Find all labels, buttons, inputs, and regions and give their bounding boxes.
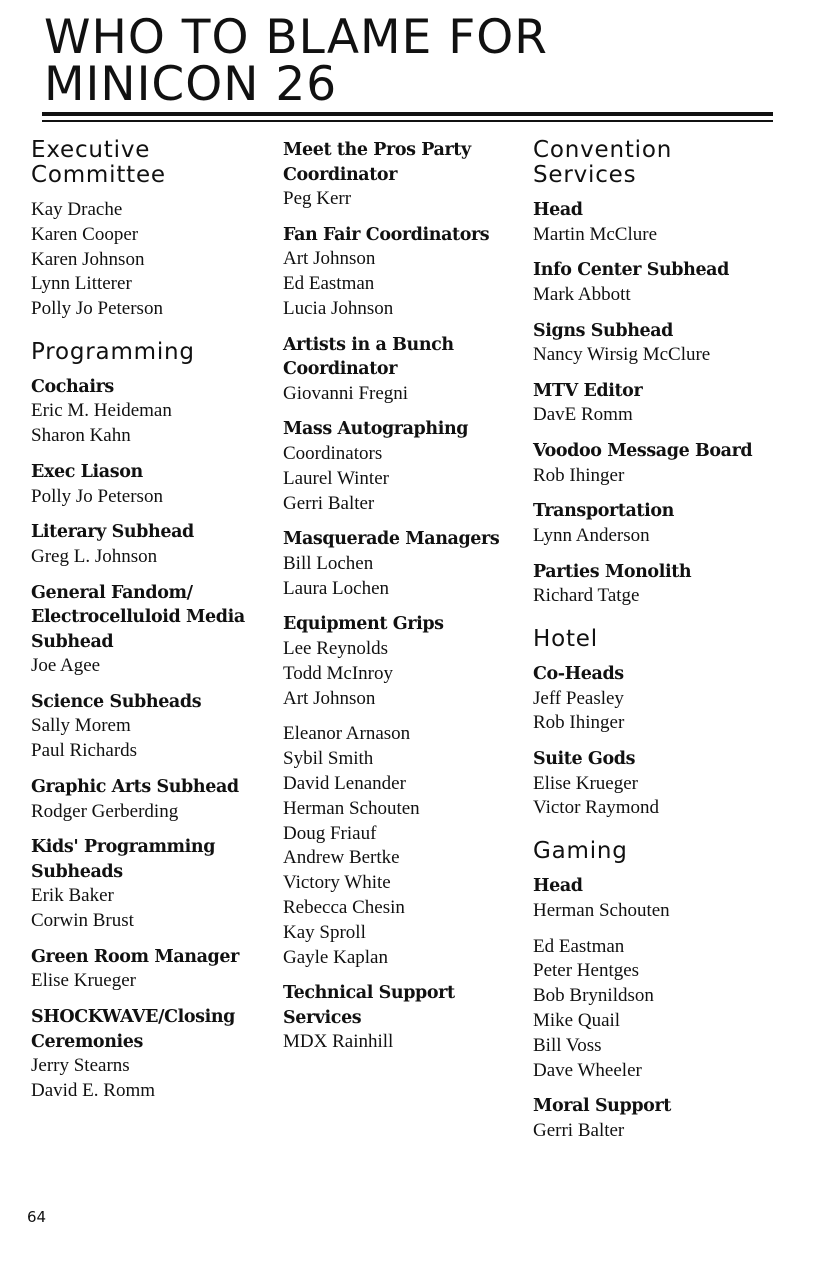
section-title [533,627,813,652]
role-title-line: Info Center Subhead [533,260,729,281]
role-title-line: Equipment Grips [283,614,444,635]
role-title-line: Green Room Manager [31,946,239,967]
section-title [31,138,276,188]
role-title [31,581,276,655]
person-name: Gayle Kaplan [283,946,388,968]
name-list [283,722,528,970]
role-entry [533,379,813,428]
person-name: Polly Jo Peterson [31,298,163,320]
role-title-line: Coordinator [283,359,398,380]
section-title [533,138,813,188]
page-title-line-1: WHO TO BLAME FOR [44,10,548,65]
role-title-line: Signs Subhead [533,320,674,341]
title-rule-thin [42,120,773,122]
role-entry [533,662,813,736]
person-name: Sharon Kahn [31,425,131,447]
role-title-line: Transportation [533,501,674,522]
person-name: Herman Schouten [283,797,420,819]
person-name: Martin McClure [533,223,658,245]
person-name: Lynn Litterer [31,273,132,295]
role-title-line: Exec Liason [31,462,143,483]
role-entry [283,981,528,1055]
role-title-line: Co-Heads [533,664,624,685]
role-entry [31,1005,276,1104]
role-title [283,612,528,637]
name-list [533,687,813,737]
role-entry [283,417,528,516]
role-entry [283,722,528,970]
role-entry [31,775,276,824]
role-title [283,138,528,187]
name-list [533,935,813,1084]
person-name: Corwin Brust [31,910,134,932]
person-name: Peter Hentges [533,960,640,982]
person-name: DavE Romm [533,404,633,426]
person-name: Todd McInroy [283,662,394,684]
role-title [533,1094,813,1119]
person-name: Rodger Gerberding [31,800,179,822]
name-list [533,464,813,489]
role-entry [533,874,813,923]
name-list [31,969,276,994]
person-name: Gerri Balter [533,1119,625,1141]
person-name: Laura Lochen [283,577,390,599]
section-title-line: Gaming [533,838,628,865]
person-name: Polly Jo Peterson [31,485,163,507]
person-name: Rob Ihinger [533,712,625,734]
person-name: Nancy Wirsig McClure [533,344,711,366]
role-title-line: Subheads [31,861,123,882]
role-entry [533,319,813,368]
role-title-line: Meet the Pros Party [283,140,471,160]
role-entry [283,138,528,212]
name-list [533,524,813,549]
role-title [31,375,276,400]
column-1 [31,138,276,1122]
name-list [31,399,276,449]
section [31,340,276,1104]
name-list [31,485,276,510]
role-title-line: General Fandom/ [31,582,193,603]
role-title [533,198,813,223]
person-name: Elise Krueger [31,970,136,992]
section [533,627,813,821]
role-entry [533,439,813,488]
section-title-line: Programming [31,338,195,365]
role-entry [31,198,276,322]
person-name: Giovanni Fregni [283,382,409,404]
person-name: Jerry Stearns [31,1055,130,1077]
section-title-line: Executive [31,137,151,163]
role-title-line: Fan Fair Coordinators [283,224,490,245]
person-name: Mark Abbott [533,283,631,305]
role-title [31,460,276,485]
role-title-line: Artists in a Bunch [283,334,454,355]
role-title-line: Masquerade Managers [283,529,500,550]
role-entry [533,258,813,307]
person-name: Erik Baker [31,885,114,907]
person-name: Rob Ihinger [533,464,625,486]
person-name: Art Johnson [283,687,376,709]
role-entry [533,198,813,247]
person-name: Mike Quail [533,1009,621,1031]
role-title-line: Suite Gods [533,749,636,770]
role-title-line: Subhead [31,631,114,652]
section [283,138,528,1055]
role-entry [533,747,813,821]
role-title [533,439,813,464]
role-title [533,258,813,283]
role-title [533,662,813,687]
name-list [31,800,276,825]
person-name: Bob Brynildson [533,985,654,1007]
name-list [533,899,813,924]
role-entry [31,581,276,679]
section-title-line: Convention [533,137,673,163]
role-entry [31,835,276,934]
person-name: Rebecca Chesin [283,896,405,918]
role-entry [533,935,813,1084]
role-title-line: Voodoo Message Board [533,441,753,462]
person-name: Kay Sproll [283,921,366,943]
person-name: Bill Lochen [283,552,374,574]
section [533,138,813,609]
role-title [533,319,813,344]
name-list [31,1054,276,1104]
role-title [283,981,528,1030]
role-entry [31,520,276,569]
role-title-line: Coordinator [283,164,398,185]
person-name: Victory White [283,872,391,894]
role-title [31,945,276,970]
role-entry [283,612,528,711]
role-entry [283,527,528,601]
person-name: Laurel Winter [283,467,389,489]
name-list [533,403,813,428]
person-name: Karen Cooper [31,223,139,245]
role-title-line: Cochairs [31,376,114,397]
role-title-line: Science Subheads [31,691,202,712]
role-title [31,690,276,715]
person-name: Lee Reynolds [283,637,389,659]
role-title-line: Graphic Arts Subhead [31,777,239,798]
person-name: Lynn Anderson [533,524,650,546]
column-3 [533,138,813,1162]
name-list [533,772,813,822]
role-title [31,835,276,884]
person-name: Dave Wheeler [533,1059,642,1081]
person-name: Bill Voss [533,1034,602,1056]
role-entry [283,223,528,322]
person-name: MDX Rainhill [283,1031,394,1053]
role-title [533,379,813,404]
page-number: 64 [27,1208,47,1226]
person-name: Kay Drache [31,199,123,220]
person-name: Herman Schouten [533,899,670,921]
person-name: Ed Eastman [533,935,625,957]
role-entry [31,375,276,449]
name-list [533,1119,813,1144]
role-title [283,527,528,552]
person-name: Karen Johnson [31,248,145,270]
person-name: Eric M. Heideman [31,400,172,422]
person-name: Sally Morem [31,715,131,737]
role-title [533,560,813,585]
role-title-line: Head [533,876,583,897]
role-title-line: Ceremonies [31,1031,143,1052]
name-list [533,343,813,368]
person-name: Victor Raymond [533,797,660,819]
role-title-line: Services [283,1007,362,1028]
role-title-line: SHOCKWAVE/Closing [31,1007,235,1028]
name-list [533,584,813,609]
role-title-line: Literary Subhead [31,522,194,543]
section [31,138,276,322]
person-name: Lucia Johnson [283,297,394,319]
role-entry [31,690,276,764]
person-name: David Lenander [283,772,406,794]
role-entry [533,499,813,548]
name-list [31,198,276,322]
role-title [31,520,276,545]
name-list [31,714,276,764]
person-name: Ed Eastman [283,273,375,295]
role-entry [31,460,276,509]
person-name: Coordinators [283,442,383,464]
person-name: Elise Krueger [533,772,638,794]
role-title [283,417,528,442]
name-list [283,552,528,602]
section-title-line: Committee [31,162,166,188]
role-title-line: Parties Monolith [533,561,692,582]
person-name: Sybil Smith [283,748,374,770]
role-title-line: MTV Editor [533,380,643,401]
section-title-line: Services [533,162,637,188]
person-name: Greg L. Johnson [31,545,158,567]
name-list [31,654,276,679]
role-title-line: Moral Support [533,1096,671,1117]
person-name: Art Johnson [283,248,376,270]
name-list [283,247,528,321]
role-title [31,775,276,800]
column-2 [283,138,528,1073]
role-entry [533,1094,813,1143]
role-entry [533,560,813,609]
role-title-line: Technical Support [283,983,455,1004]
name-list [283,442,528,516]
role-title-line: Electrocelluloid Media [31,607,245,628]
role-entry [31,945,276,994]
name-list [283,637,528,711]
role-title-line: Head [533,200,583,220]
role-entry [283,333,528,407]
name-list [283,187,528,212]
role-title [31,1005,276,1054]
person-name: Eleanor Arnason [283,723,411,745]
name-list [31,545,276,570]
person-name: Jeff Peasley [533,687,624,709]
title-rule-thick [42,112,773,116]
name-list [283,382,528,407]
page-title-line-2: MINICON 26 [44,57,338,112]
name-list [283,1030,528,1055]
person-name: Doug Friauf [283,822,377,844]
section-title-line: Hotel [533,626,598,653]
role-title [283,333,528,382]
name-list [533,283,813,308]
role-title-line: Mass Autographing [283,419,469,440]
person-name: Peg Kerr [283,188,352,209]
section-title [31,340,276,365]
role-title [533,499,813,524]
role-title [283,223,528,248]
name-list [31,884,276,934]
page-title [44,10,784,112]
person-name: Joe Agee [31,655,101,677]
person-name: Richard Tatge [533,585,640,607]
role-title [533,747,813,772]
person-name: Andrew Bertke [283,847,400,869]
section-title [533,839,813,864]
role-title [533,874,813,899]
name-list [533,223,813,248]
person-name: Paul Richards [31,740,138,762]
role-title-line: Kids' Programming [31,837,216,858]
person-name: Gerri Balter [283,492,375,514]
person-name: David E. Romm [31,1080,156,1102]
section [533,839,813,1143]
